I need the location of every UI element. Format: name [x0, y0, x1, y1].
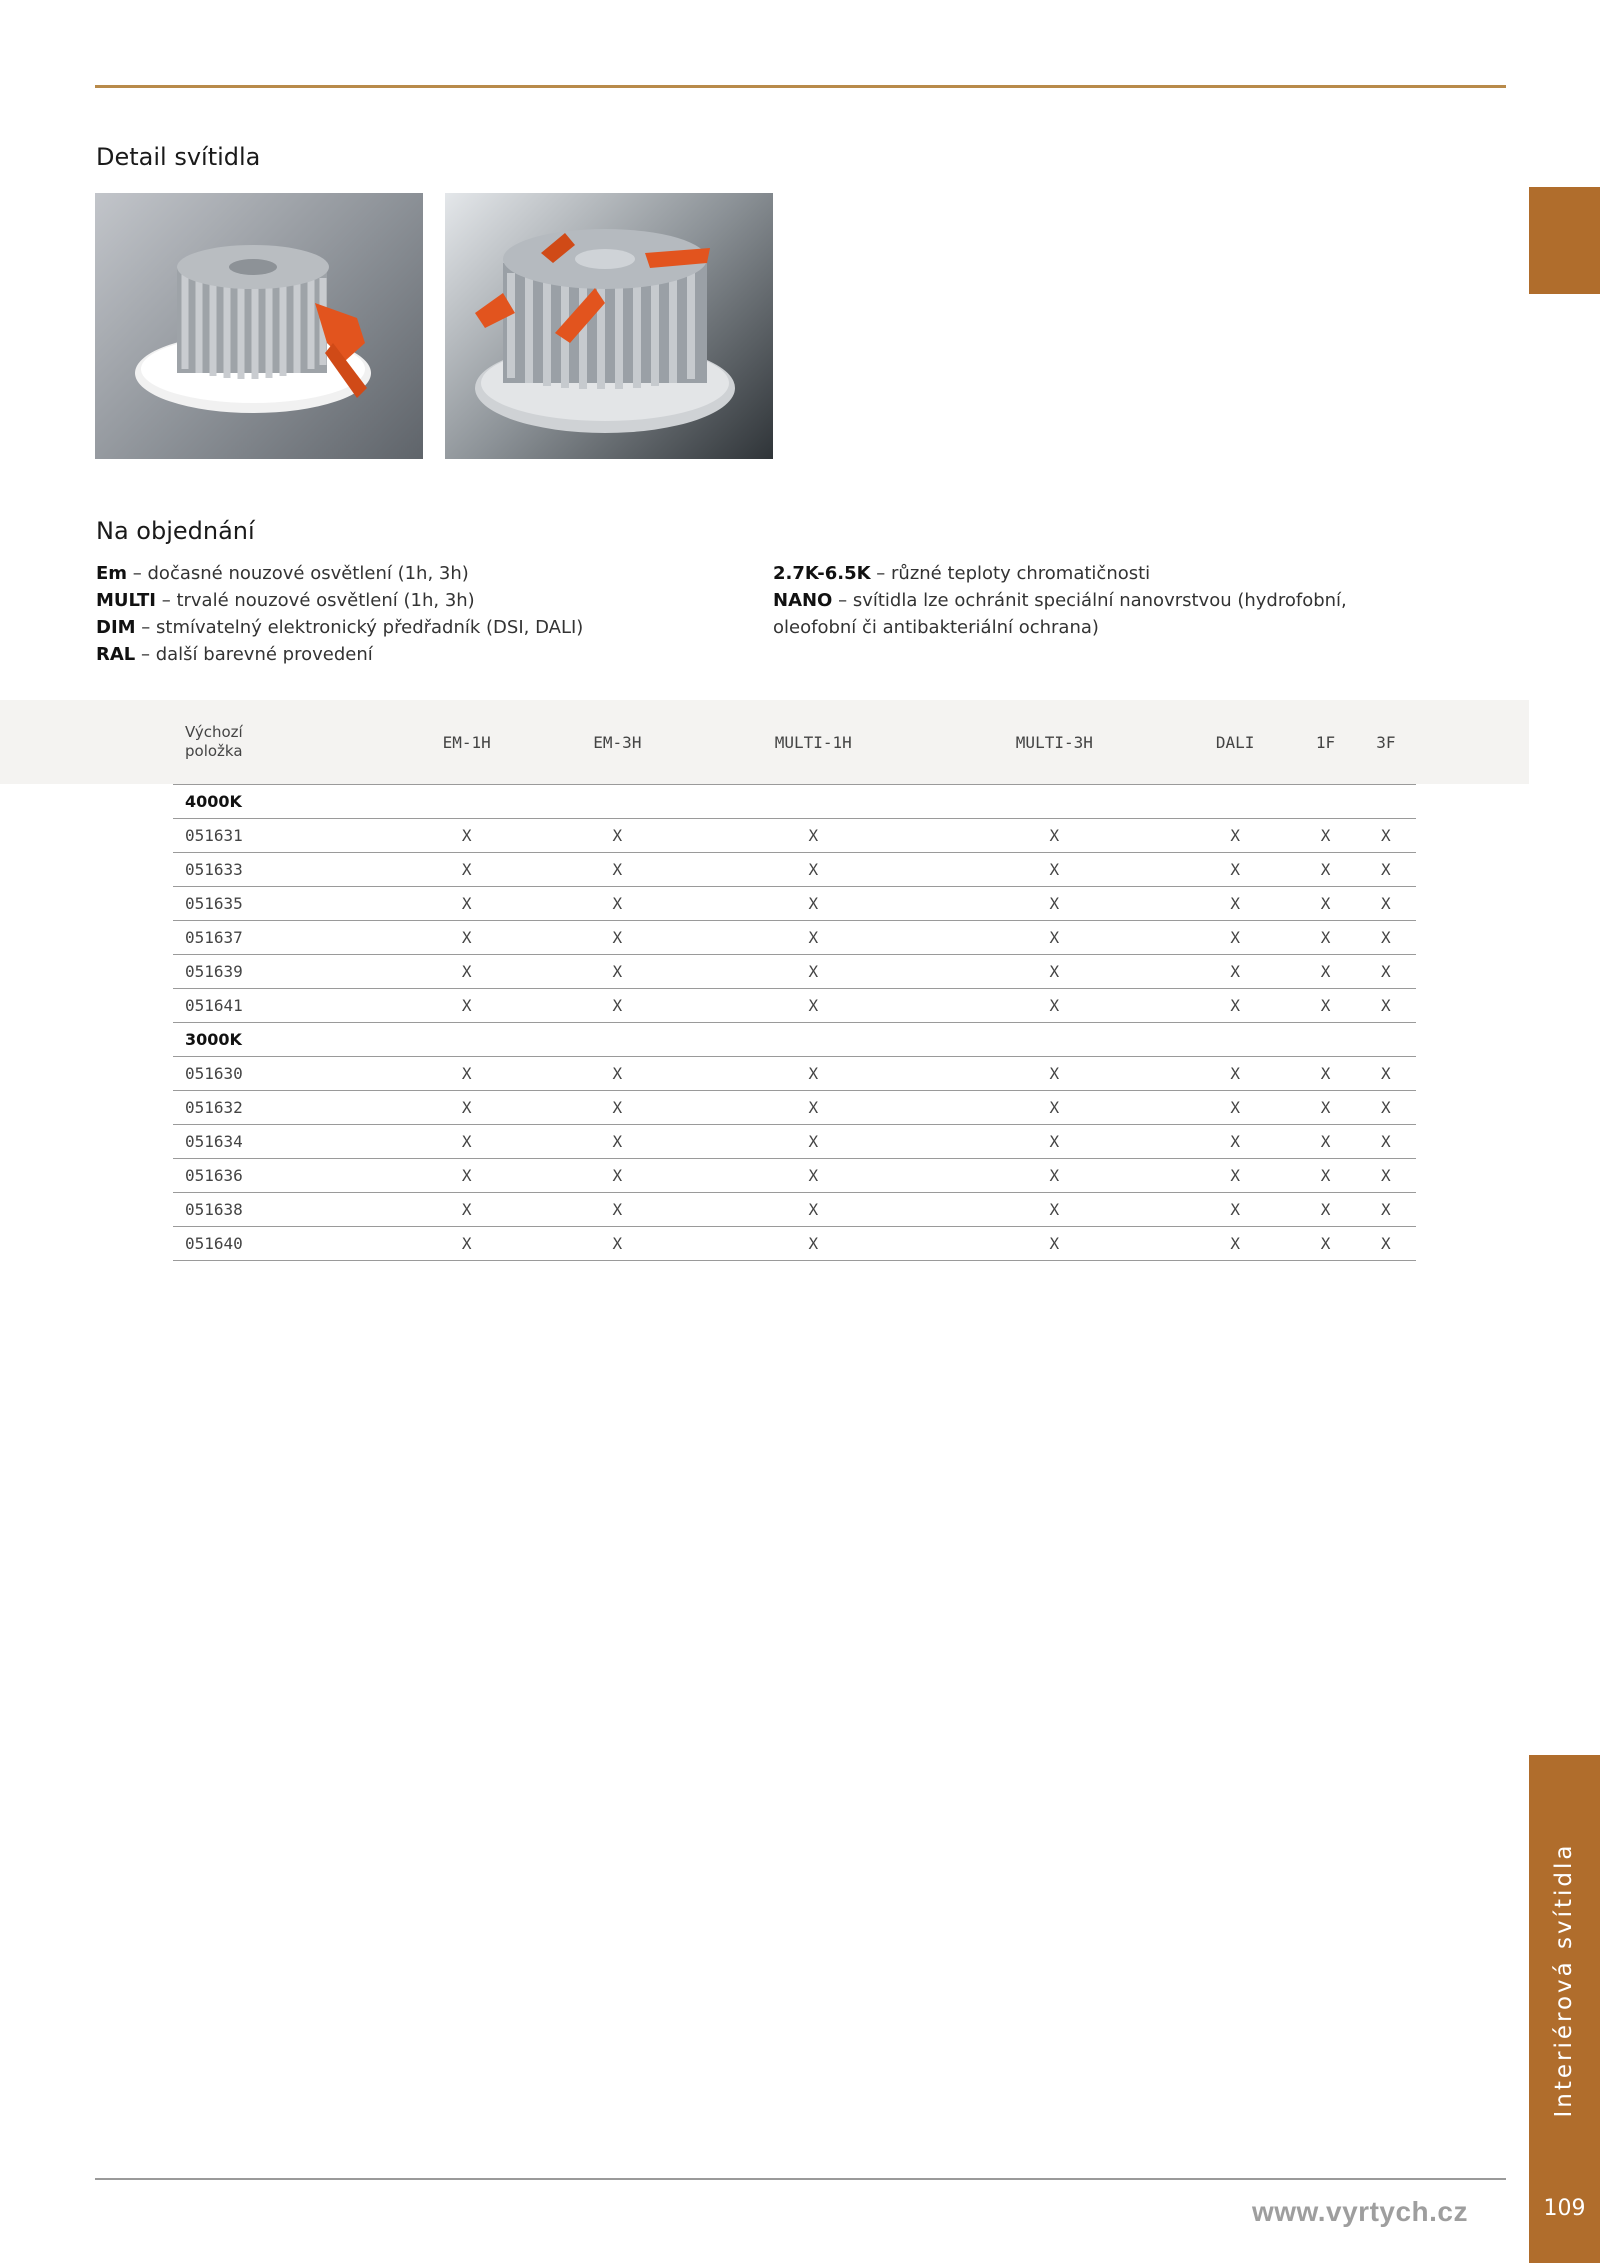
- group-label: 4000K: [173, 785, 1416, 819]
- table-row: [173, 819, 1416, 853]
- option-mark: X: [1356, 887, 1416, 921]
- group-row: [173, 1023, 1416, 1057]
- column-header: MULTI-3H: [934, 700, 1175, 785]
- option-mark: X: [1356, 1057, 1416, 1091]
- item-code: 051639: [173, 955, 391, 989]
- item-code: 051631: [173, 819, 391, 853]
- group-row: [173, 785, 1416, 819]
- option-mark: X: [1175, 989, 1296, 1023]
- option-mark: X: [1356, 921, 1416, 955]
- option-mark: X: [391, 1091, 542, 1125]
- option-mark: X: [391, 853, 542, 887]
- item-code: 051638: [173, 1193, 391, 1227]
- option-mark: X: [693, 1091, 934, 1125]
- table-row: [173, 955, 1416, 989]
- option-mark: X: [542, 1159, 693, 1193]
- option-mark: X: [1356, 853, 1416, 887]
- option-mark: X: [934, 853, 1175, 887]
- top-divider: [95, 85, 1506, 88]
- option-mark: X: [693, 819, 934, 853]
- option-mark: X: [1295, 989, 1355, 1023]
- option-mark: X: [1295, 1125, 1355, 1159]
- option-mark: X: [391, 955, 542, 989]
- option-mark: X: [1295, 1227, 1355, 1261]
- legend-item: NANO – svítidla lze ochránit speciální nanovrstvou (hydrofobní, oleofobní či antibakteriální ochrana): [773, 590, 1347, 638]
- option-mark: X: [1175, 1193, 1296, 1227]
- table-header-row: [173, 700, 1416, 785]
- option-mark: X: [391, 819, 542, 853]
- option-mark: X: [391, 1227, 542, 1261]
- option-mark: X: [391, 921, 542, 955]
- option-mark: X: [1356, 955, 1416, 989]
- option-mark: X: [1295, 887, 1355, 921]
- option-mark: X: [542, 989, 693, 1023]
- option-mark: X: [1295, 921, 1355, 955]
- option-mark: X: [934, 1057, 1175, 1091]
- option-mark: X: [934, 921, 1175, 955]
- option-mark: X: [1175, 1227, 1296, 1261]
- option-mark: X: [1175, 921, 1296, 955]
- option-mark: X: [391, 1159, 542, 1193]
- option-mark: X: [1356, 1125, 1416, 1159]
- table-row: [173, 989, 1416, 1023]
- luminaire-photo-angle: [445, 193, 773, 459]
- luminaire-photo-side: [95, 193, 423, 459]
- downlight-heatsink-image: [95, 193, 423, 459]
- legend-item: 2.7K-6.5K – různé teploty chromatičnosti: [773, 563, 1151, 584]
- downlight-top-image: [445, 193, 773, 459]
- legend-item: DIM – stmívatelný elektronický předřadník (DSI, DALI): [96, 617, 584, 638]
- option-mark: X: [693, 1159, 934, 1193]
- legend-right: [773, 560, 1393, 641]
- option-mark: X: [1356, 989, 1416, 1023]
- option-mark: X: [693, 1227, 934, 1261]
- option-mark: X: [391, 1125, 542, 1159]
- option-mark: X: [1295, 1091, 1355, 1125]
- option-mark: X: [1356, 1159, 1416, 1193]
- option-mark: X: [1175, 1091, 1296, 1125]
- page-number: 109: [1543, 2196, 1586, 2221]
- option-mark: X: [1356, 1193, 1416, 1227]
- column-header: DALI: [1175, 700, 1296, 785]
- item-code: 051633: [173, 853, 391, 887]
- option-mark: X: [542, 955, 693, 989]
- table-row: [173, 853, 1416, 887]
- table-body: [173, 785, 1416, 1261]
- option-mark: X: [1175, 887, 1296, 921]
- item-code: 051630: [173, 1057, 391, 1091]
- option-mark: X: [391, 1057, 542, 1091]
- item-code: 051635: [173, 887, 391, 921]
- option-mark: X: [1356, 1091, 1416, 1125]
- legend-item: Em – dočasné nouzové osvětlení (1h, 3h): [96, 563, 469, 584]
- item-code: 051641: [173, 989, 391, 1023]
- item-code: 051636: [173, 1159, 391, 1193]
- option-mark: X: [934, 1159, 1175, 1193]
- bottom-divider: [95, 2178, 1506, 2180]
- legend-item: MULTI – trvalé nouzové osvětlení (1h, 3h): [96, 590, 475, 611]
- option-mark: X: [1295, 1193, 1355, 1227]
- option-mark: X: [934, 1125, 1175, 1159]
- option-mark: X: [693, 1193, 934, 1227]
- table-row: [173, 887, 1416, 921]
- table-row: [173, 1227, 1416, 1261]
- column-header: EM-3H: [542, 700, 693, 785]
- option-mark: X: [1295, 819, 1355, 853]
- option-mark: X: [1356, 819, 1416, 853]
- item-code: 051640: [173, 1227, 391, 1261]
- option-mark: X: [693, 1057, 934, 1091]
- legend-item: RAL – další barevné provedení: [96, 644, 373, 665]
- option-mark: X: [542, 1125, 693, 1159]
- option-mark: X: [1356, 1227, 1416, 1261]
- table-row: [173, 1193, 1416, 1227]
- option-mark: X: [1175, 819, 1296, 853]
- option-mark: X: [391, 1193, 542, 1227]
- option-mark: X: [542, 1057, 693, 1091]
- table-row: [173, 1159, 1416, 1193]
- column-header: EM-1H: [391, 700, 542, 785]
- group-label: 3000K: [173, 1023, 1416, 1057]
- option-mark: X: [542, 853, 693, 887]
- option-mark: X: [542, 819, 693, 853]
- option-mark: X: [693, 1125, 934, 1159]
- side-tab-marker: [1529, 187, 1600, 294]
- detail-heading: Detail svítidla: [96, 143, 261, 171]
- option-mark: X: [1295, 1057, 1355, 1091]
- option-mark: X: [391, 989, 542, 1023]
- option-mark: X: [1175, 1057, 1296, 1091]
- option-mark: X: [693, 921, 934, 955]
- option-mark: X: [542, 887, 693, 921]
- default-item-header: Výchozí položka: [173, 700, 391, 785]
- option-mark: X: [1175, 955, 1296, 989]
- column-header: MULTI-1H: [693, 700, 934, 785]
- item-code: 051634: [173, 1125, 391, 1159]
- option-mark: X: [1295, 853, 1355, 887]
- order-codes-table: [173, 700, 1416, 1261]
- option-mark: X: [542, 1091, 693, 1125]
- option-mark: X: [1175, 1159, 1296, 1193]
- option-mark: X: [934, 887, 1175, 921]
- column-header: 3F: [1356, 700, 1416, 785]
- option-mark: X: [1175, 853, 1296, 887]
- option-mark: X: [1175, 1125, 1296, 1159]
- option-mark: X: [542, 921, 693, 955]
- table-row: [173, 1125, 1416, 1159]
- option-mark: X: [934, 819, 1175, 853]
- option-mark: X: [693, 887, 934, 921]
- table-row: [173, 1091, 1416, 1125]
- item-code: 051632: [173, 1091, 391, 1125]
- option-mark: X: [934, 1227, 1175, 1261]
- option-mark: X: [1295, 1159, 1355, 1193]
- option-mark: X: [934, 989, 1175, 1023]
- option-mark: X: [934, 1193, 1175, 1227]
- option-mark: X: [391, 887, 542, 921]
- option-mark: X: [693, 853, 934, 887]
- table-row: [173, 921, 1416, 955]
- option-mark: X: [693, 955, 934, 989]
- order-heading: Na objednání: [96, 517, 255, 545]
- item-code: 051637: [173, 921, 391, 955]
- option-mark: X: [542, 1193, 693, 1227]
- option-mark: X: [1295, 955, 1355, 989]
- option-mark: X: [934, 955, 1175, 989]
- legend-left: [96, 560, 583, 668]
- website-link[interactable]: www.vyrtych.cz: [1251, 2196, 1468, 2227]
- table-row: [173, 1057, 1416, 1091]
- option-mark: X: [934, 1091, 1175, 1125]
- column-header: 1F: [1295, 700, 1355, 785]
- option-mark: X: [542, 1227, 693, 1261]
- option-mark: X: [693, 989, 934, 1023]
